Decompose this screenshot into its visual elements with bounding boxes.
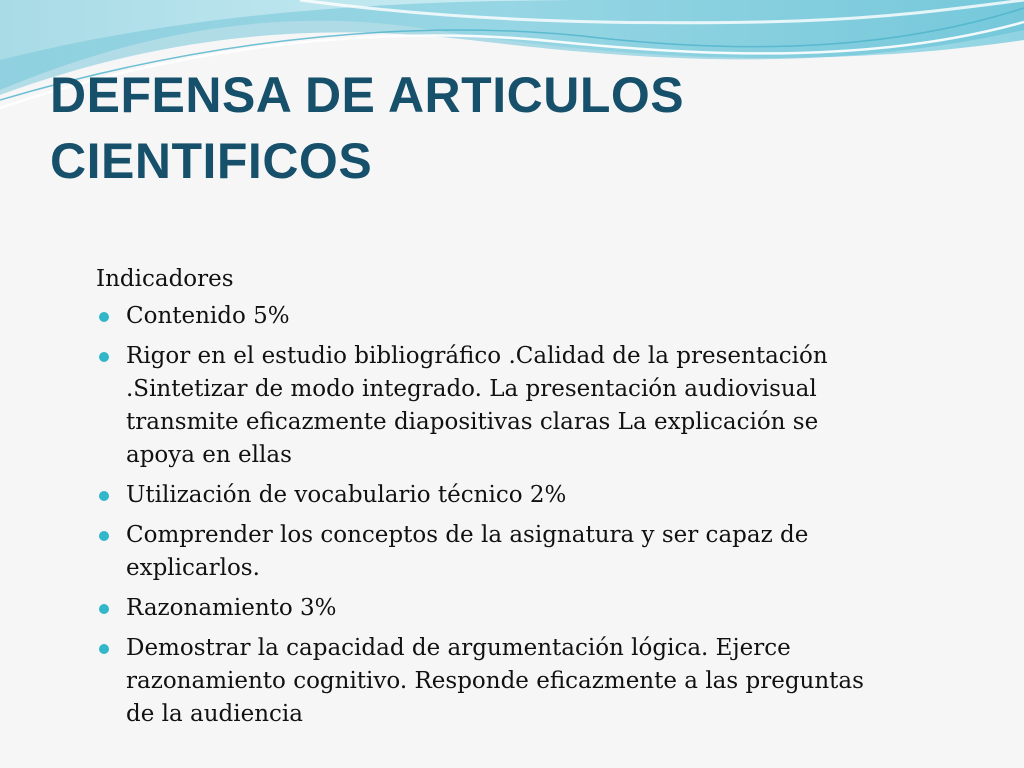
bullet-text: Contenido 5% — [126, 303, 290, 329]
bullet-list — [96, 300, 886, 731]
bullet-text: Utilización de vocabulario técnico 2% — [126, 482, 567, 508]
bullet-item — [96, 479, 886, 512]
bullet-dot-icon — [99, 491, 109, 501]
bullet-dot-icon — [99, 531, 109, 541]
bullet-dot-icon — [99, 604, 109, 614]
bullet-dot-icon — [99, 312, 109, 322]
bullet-item — [96, 340, 886, 472]
slide-title-line-1: DEFENSA DE ARTICULOS — [50, 67, 685, 123]
bullet-text: Razonamiento 3% — [126, 595, 337, 621]
bullet-item — [96, 592, 886, 625]
bullet-item — [96, 519, 886, 585]
bullet-text: Comprender los conceptos de la asignatura y ser capaz de explicarlos. — [126, 522, 809, 581]
bullet-dot-icon — [99, 352, 109, 362]
bullet-text: Demostrar la capacidad de argumentación lógica. Ejerce razonamiento cognitivo. Responde eficazmente a las preguntas de la audiencia — [126, 635, 864, 727]
slide-title — [50, 62, 990, 194]
bullet-dot-icon — [99, 644, 109, 654]
bullet-text: Rigor en el estudio bibliográfico .Calidad de la presentación .Sintetizar de modo integrado. La presentación audiovisual transmite eficazmente diapositivas claras La explicación se apoya en ellas — [126, 343, 828, 468]
slide-body — [96, 262, 886, 738]
bullet-item — [96, 632, 886, 731]
slide-title-line-2: CIENTIFICOS — [50, 133, 373, 189]
bullet-item — [96, 300, 886, 333]
indicators-heading: Indicadores — [96, 266, 234, 292]
